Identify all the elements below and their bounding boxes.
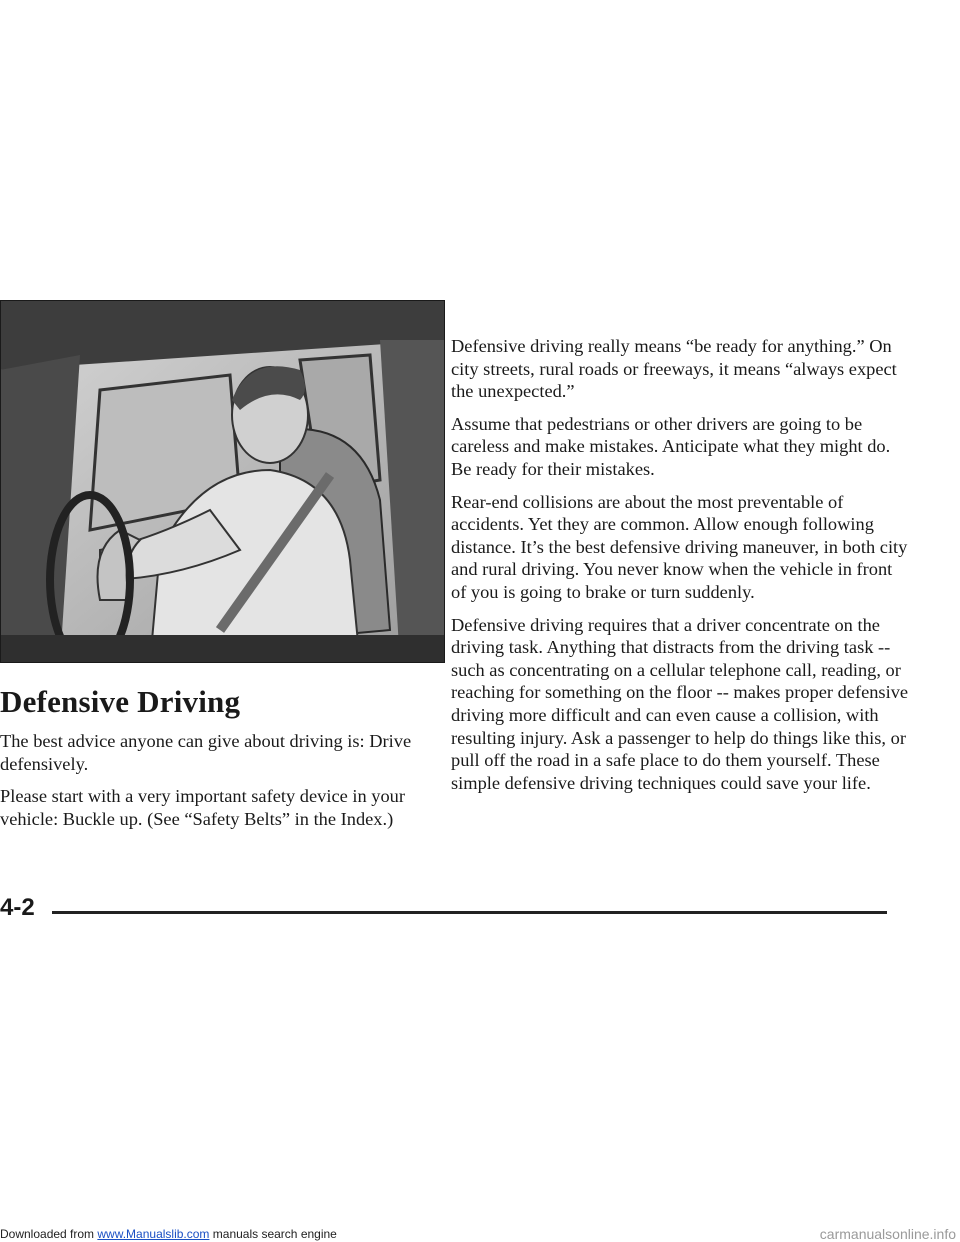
right-column <box>451 335 911 804</box>
paragraph: Please start with a very important safety device in your vehicle: Buckle up. (See “Safety Belts” in the Index.) <box>0 786 405 829</box>
section-title: Defensive Driving <box>0 684 241 719</box>
page-number: 4-2 <box>0 894 35 921</box>
manualslib-link[interactable]: www.Manualslib.com <box>97 1227 210 1241</box>
watermark: carmanualsonline.info <box>819 1226 956 1242</box>
paragraph: Defensive driving requires that a driver concentrate on the driving task. Anything that distracts from the driving task -- such as concentrating on a cellular telephone call, reading, or reaching for something on the floor -- makes proper defensive driving more difficult and can even cause a collision, with resulting injury. Ask a passenger to help do things like this, or pull off the road in a safe place to do them yourself. These simple defensive driving techniques could save your life. <box>451 614 909 793</box>
download-prefix: Downloaded from <box>0 1227 98 1241</box>
paragraph: Defensive driving really means “be ready for anything.” On city streets, rural roads or freeways, it means “always expect the unexpected.” <box>451 336 897 402</box>
download-header <box>0 1227 337 1241</box>
paragraph: Rear-end collisions are about the most preventable of accidents. Yet they are common. Allow enough following distance. It’s the best defensive driving maneuver, in both city and rural driving. You never know when the vehicle in front of you is going to brake or turn suddenly. <box>451 491 908 602</box>
footer-rule <box>52 911 887 914</box>
paragraph: Assume that pedestrians or other drivers are going to be careless and make mistakes. Anticipate what they might do. Be ready for their mistakes. <box>451 413 891 479</box>
download-suffix: manuals search engine <box>209 1227 337 1241</box>
paragraph: The best advice anyone can give about driving is: Drive defensively. <box>0 731 412 774</box>
driver-illustration-icon <box>0 300 445 663</box>
driver-illustration <box>0 300 445 663</box>
left-column <box>0 730 440 840</box>
